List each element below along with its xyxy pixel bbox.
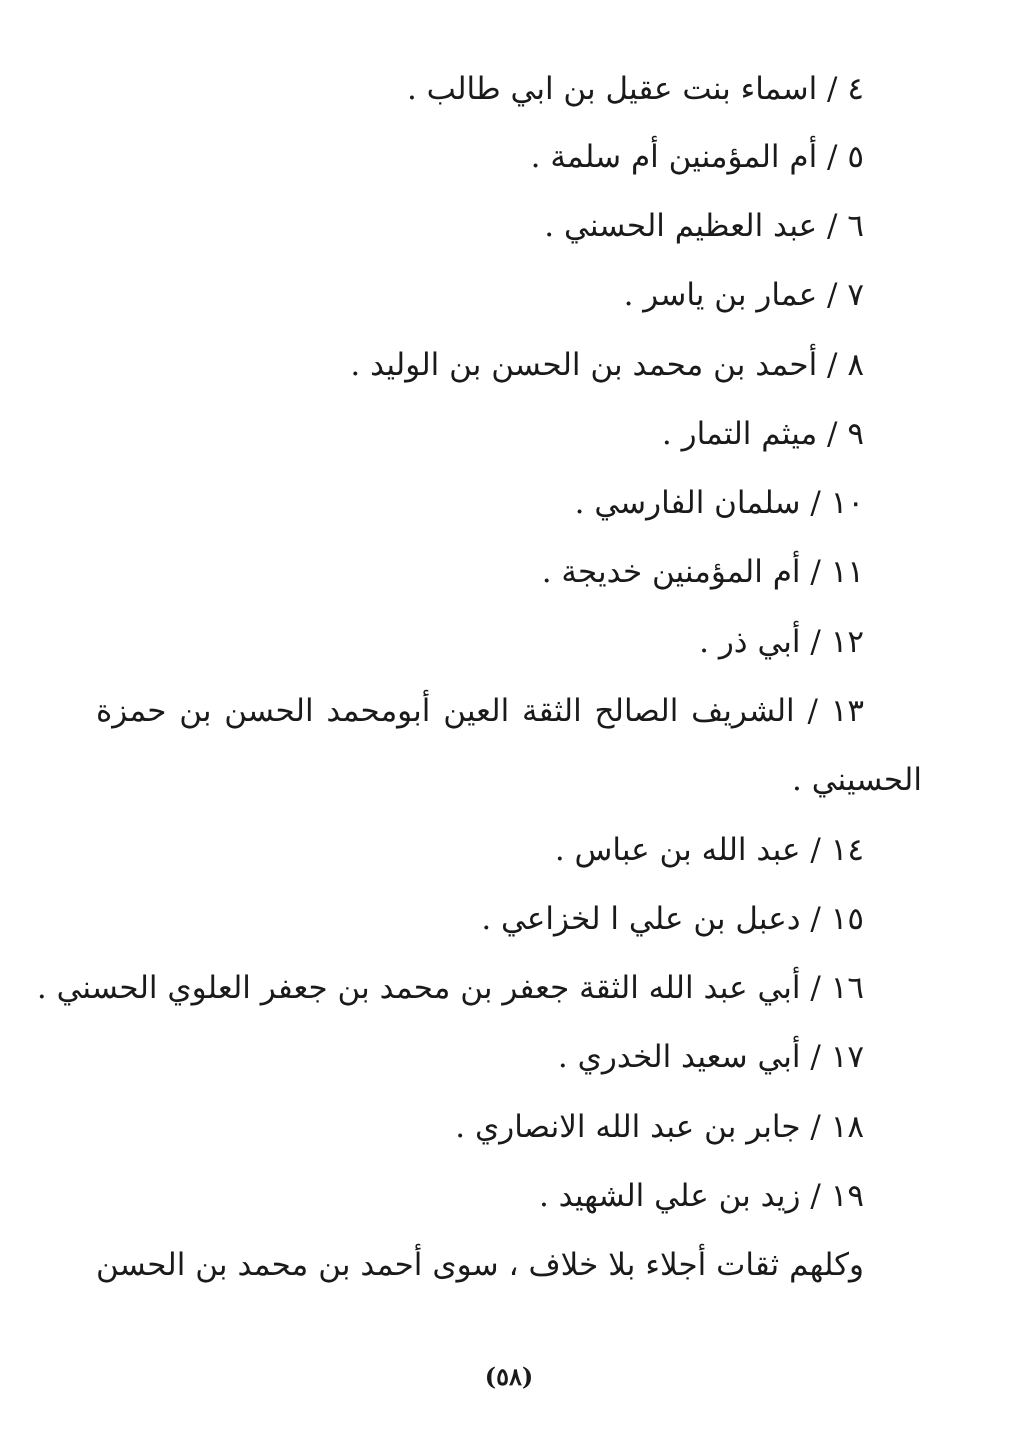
list-item-11: ١١ / أم المؤمنين خديجة . bbox=[541, 554, 864, 590]
list-item-4: ٤ / اسماء بنت عقيل بن ابي طالب . bbox=[406, 71, 864, 107]
list-item-16: ١٦ / أبي عبد الله الثقة جعفر بن محمد بن جعفر العلوي الحسني . bbox=[36, 970, 864, 1006]
list-item-10: ١٠ / سلمان الفارسي . bbox=[574, 485, 864, 521]
list-item-6: ٦ / عبد العظيم الحسني . bbox=[544, 208, 864, 244]
list-item-14: ١٤ / عبد الله بن عباس . bbox=[554, 832, 864, 868]
list-item-8: ٨ / أحمد بن محمد بن الحسن بن الوليد . bbox=[350, 347, 864, 383]
closing-paragraph-line: وكلهم ثقات أجلاء بلا خلاف ، سوى أحمد بن محمد بن الحسن bbox=[96, 1247, 864, 1283]
list-item-13-continuation: الحسيني . bbox=[792, 762, 922, 798]
list-item-12: ١٢ / أبي ذر . bbox=[699, 624, 864, 660]
list-item-13: ١٣ / الشريف الصالح الثقة العين أبومحمد الحسن بن حمزة bbox=[96, 693, 864, 729]
list-item-19: ١٩ / زيد بن علي الشهيد . bbox=[538, 1178, 864, 1214]
list-item-17: ١٧ / أبي سعيد الخدري . bbox=[557, 1039, 864, 1075]
list-item-9: ٩ / ميثم التمار . bbox=[661, 416, 864, 452]
list-item-7: ٧ / عمار بن ياسر . bbox=[623, 277, 864, 313]
page-number: (٥٨) bbox=[484, 1362, 534, 1391]
list-item-18: ١٨ / جابر بن عبد الله الانصاري . bbox=[455, 1109, 864, 1145]
list-item-5: ٥ / أم المؤمنين أم سلمة . bbox=[530, 139, 864, 175]
list-item-15: ١٥ / دعبل بن علي ا لخزاعي . bbox=[481, 901, 864, 937]
